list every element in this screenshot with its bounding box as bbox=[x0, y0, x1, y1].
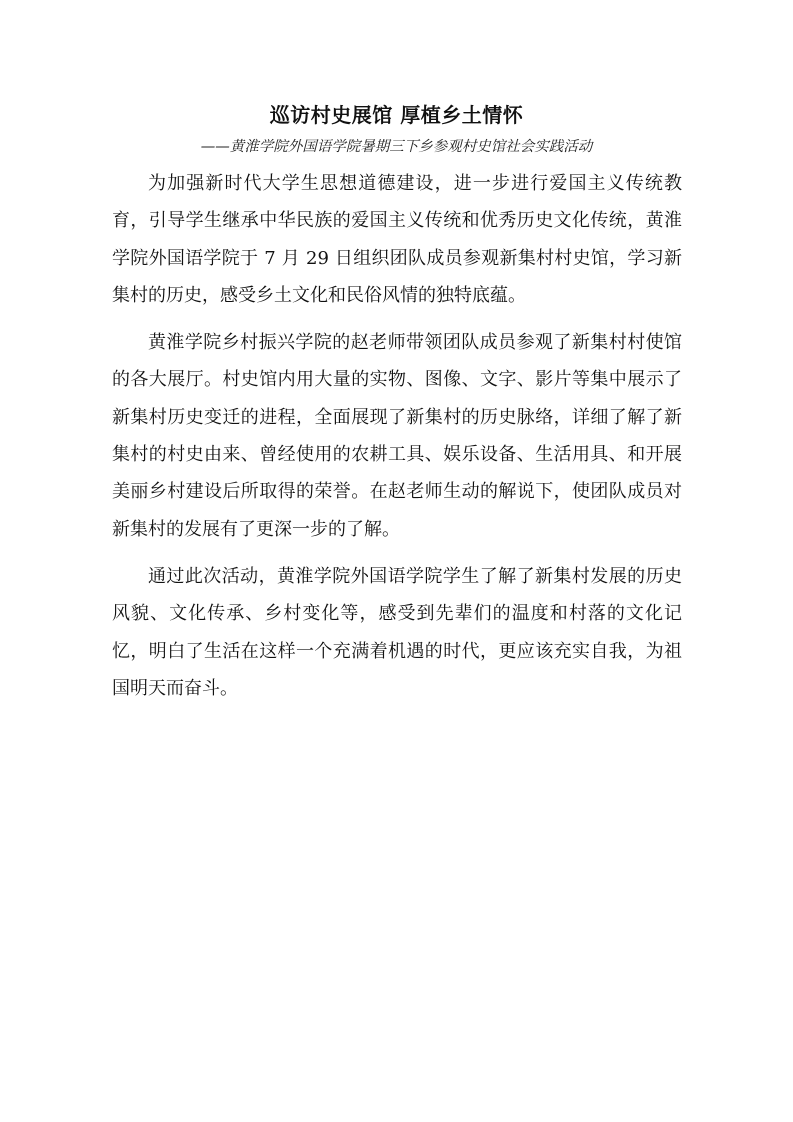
paragraph-2: 黄淮学院乡村振兴学院的赵老师带领团队成员参观了新集村村使馆的各大展厅。村史馆内用大量的实物、图像、文字、影片等集中展示了新集村历史变迁的进程，全面展现了新集村的历史脉络，详细了解了新集村的村史由来、曾经使用的农耕工具、娱乐设备、生活用具、和开展美丽乡村建设后所取得的荣誉。在赵老师生动的解说下，使团队成员对新集村的发展有了更深一步的了解。 bbox=[112, 332, 682, 540]
document-subtitle: ——黄淮学院外国语学院暑期三下乡参观村史馆社会实践活动 bbox=[200, 139, 593, 155]
paragraph-1: 为加强新时代大学生思想道德建设，进一步进行爱国主义传统教育，引导学生继承中华民族的爱国主义传统和优秀历史文化传统，黄淮学院外国语学院于 7 月 29 日组织团队成员参观新集村村史馆，学习新集村的历史，感受乡土文化和民俗风情的独特底蕴。 bbox=[112, 173, 682, 306]
document-title: 巡访村史展馆 厚植乡土情怀 bbox=[269, 103, 524, 127]
paragraph-3: 通过此次活动，黄淮学院外国语学院学生了解了新集村发展的历史风貌、文化传承、乡村变化等，感受到先辈们的温度和村落的文化记忆，明白了生活在这样一个充满着机遇的时代，更应该充实自我，为祖国明天而奋斗。 bbox=[112, 565, 682, 699]
document-body bbox=[112, 165, 682, 707]
